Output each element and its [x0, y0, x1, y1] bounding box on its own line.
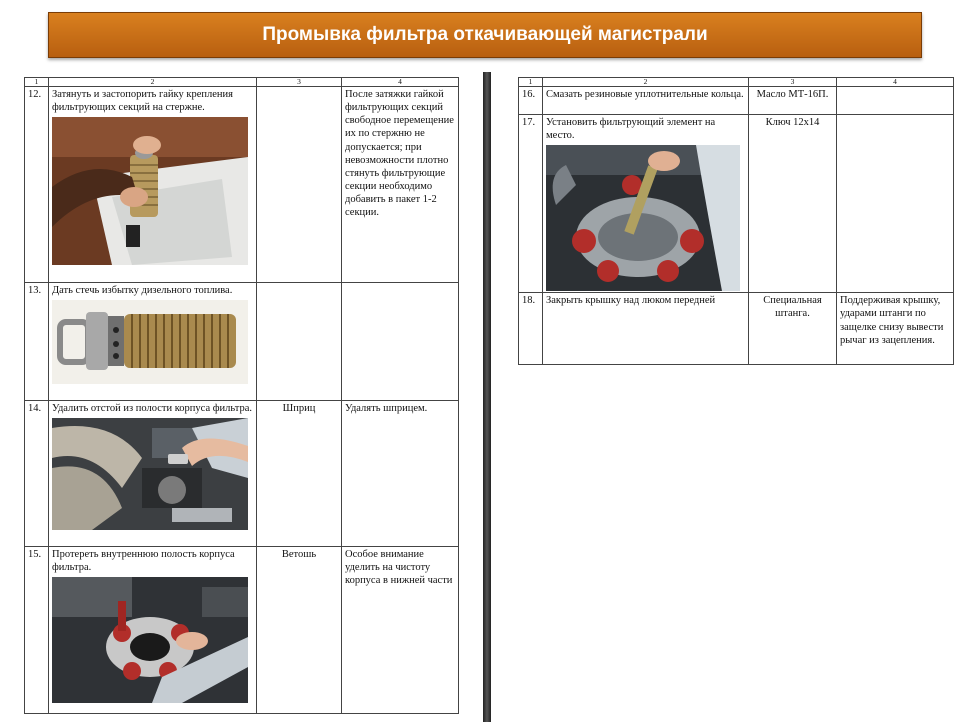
step-action: Закрыть крышку над люком передней	[543, 293, 749, 365]
photo-sludge-removal	[52, 418, 248, 530]
header-cell: 2	[543, 78, 749, 87]
step-cell	[49, 547, 257, 714]
step-tool: Ключ 12х14	[749, 115, 837, 293]
photo-housing-cleaning	[52, 577, 248, 703]
step-cell	[49, 87, 257, 283]
step-cell	[49, 401, 257, 547]
step-action: Установить фильтрующий элемент на место.	[546, 117, 716, 142]
step-number: 16.	[519, 87, 543, 115]
step-note: Особое внимание уделить на чистоту корпуса в нижней части	[342, 547, 459, 714]
page-divider	[483, 72, 491, 722]
table-row	[519, 87, 954, 115]
step-number: 17.	[519, 115, 543, 293]
header-cell: 4	[342, 78, 459, 87]
right-procedure-table	[518, 77, 954, 365]
step-tool: Шприц	[257, 401, 342, 547]
step-note	[837, 115, 954, 293]
step-tool	[257, 283, 342, 401]
step-note	[342, 283, 459, 401]
table-row	[25, 87, 459, 283]
table-header-row	[519, 78, 954, 87]
table-row	[519, 293, 954, 365]
step-note	[837, 87, 954, 115]
step-number: 13.	[25, 283, 49, 401]
step-number: 12.	[25, 87, 49, 283]
step-number: 15.	[25, 547, 49, 714]
table-row	[25, 547, 459, 714]
table-header-row	[25, 78, 459, 87]
step-note: Поддерживая крышку, ударами штанги по защелке снизу вывести рычаг из зацепления.	[837, 293, 954, 365]
header-cell: 1	[25, 78, 49, 87]
step-tool: Ветошь	[257, 547, 342, 714]
step-note: После затяжки гайкой фильтрующих секций свободное перемещение их по стержню не допускается; при невозможности плотно стянуть фильтрующие секции необходимо добавить в пакет 1-2 секции.	[342, 87, 459, 283]
header-cell: 3	[749, 78, 837, 87]
photo-filter-element	[52, 300, 248, 384]
table-row	[25, 283, 459, 401]
step-action: Дать стечь избытку дизельного топлива.	[52, 285, 233, 296]
step-cell	[49, 283, 257, 401]
step-action: Протереть внутреннюю полость корпуса фильтра.	[52, 549, 235, 574]
step-tool: Специальная штанга.	[749, 293, 837, 365]
header-cell: 1	[519, 78, 543, 87]
step-action: Смазать резиновые уплотнительные кольца.	[543, 87, 749, 115]
step-action: Затянуть и застопорить гайку крепления фильтрующих секций на стержне.	[52, 89, 233, 114]
header-cell: 3	[257, 78, 342, 87]
header-cell: 4	[837, 78, 954, 87]
photo-filter-installation	[546, 145, 740, 291]
step-number: 18.	[519, 293, 543, 365]
step-tool: Масло МТ-16П.	[749, 87, 837, 115]
step-action: Удалить отстой из полости корпуса фильтра.	[52, 403, 253, 414]
step-note: Удалять шприцем.	[342, 401, 459, 547]
step-tool	[257, 87, 342, 283]
table-row	[519, 115, 954, 293]
step-number: 14.	[25, 401, 49, 547]
table-row	[25, 401, 459, 547]
photo-filter-tightening	[52, 117, 248, 265]
slide-title: Промывка фильтра откачивающей магистрали	[262, 24, 708, 45]
slide-title-bar	[48, 12, 922, 58]
step-cell	[543, 115, 749, 293]
header-cell: 2	[49, 78, 257, 87]
left-procedure-table	[24, 77, 459, 714]
